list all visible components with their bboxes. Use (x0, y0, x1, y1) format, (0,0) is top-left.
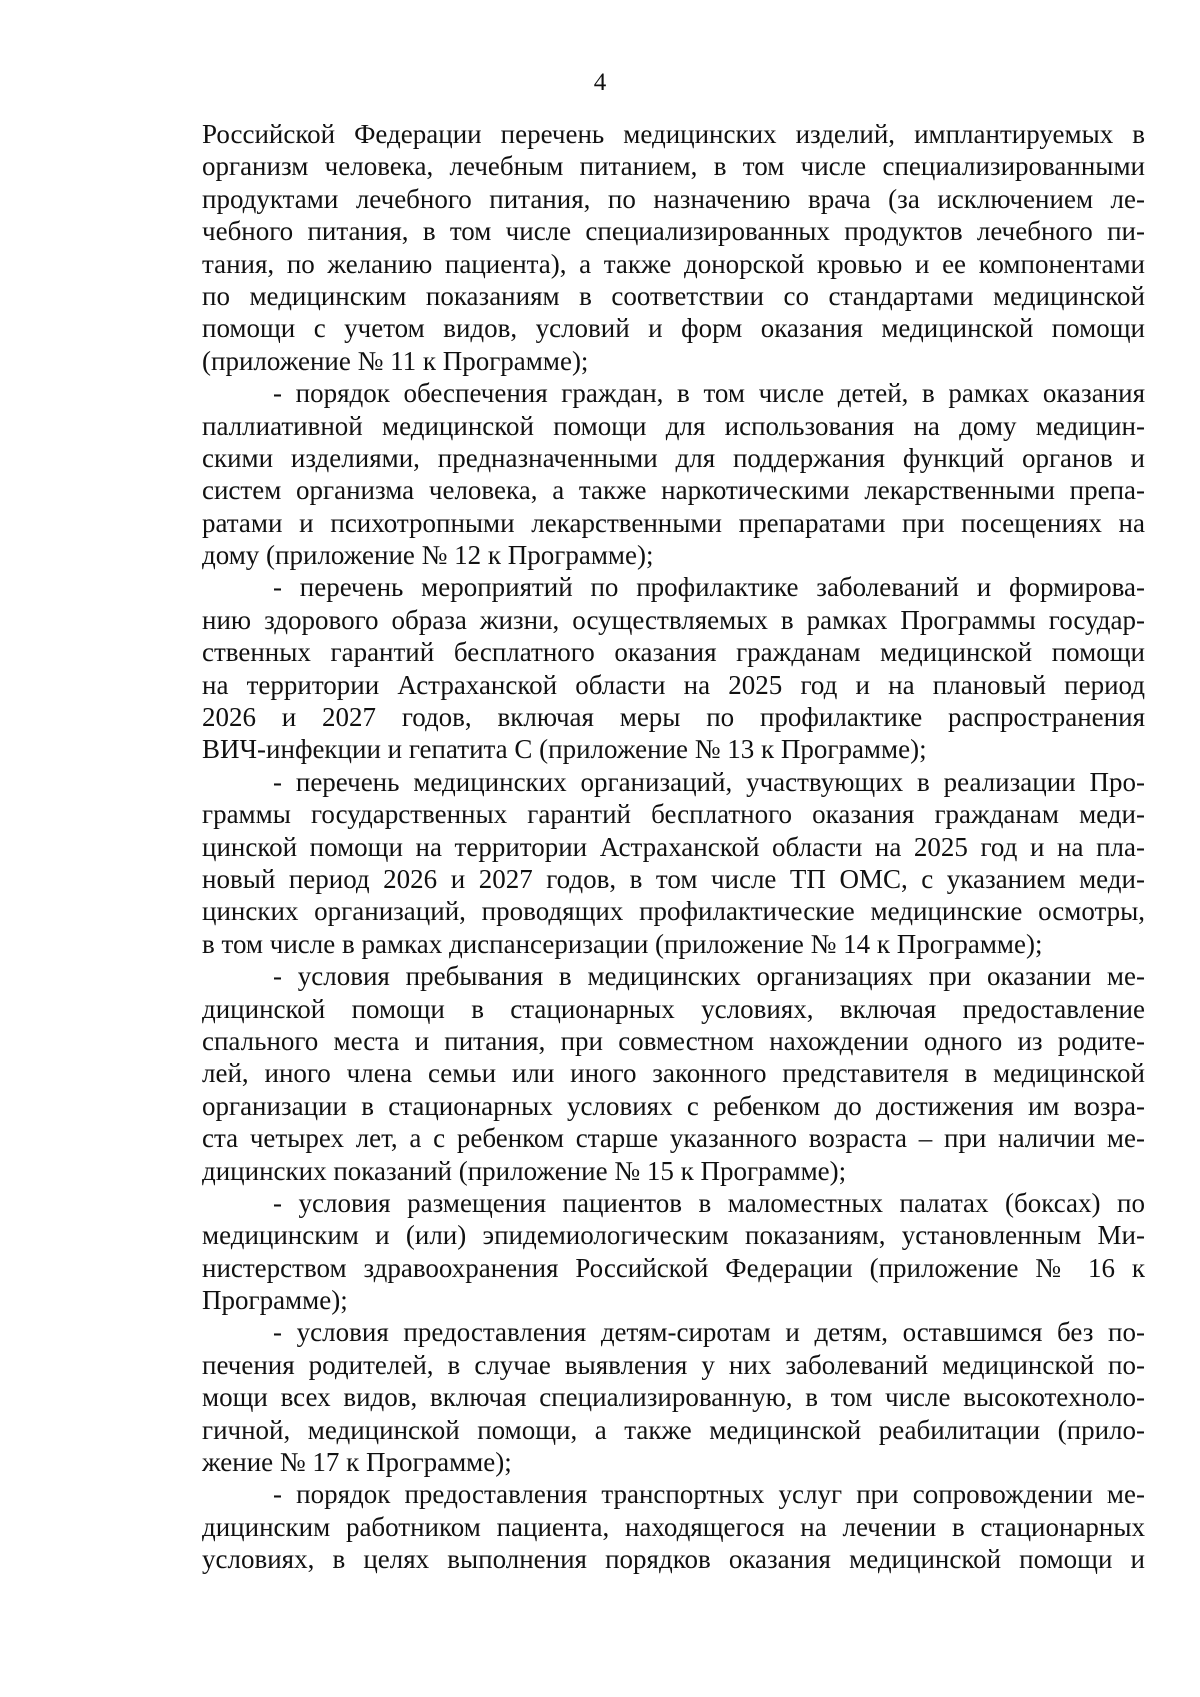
text-line: - условия предоставления детям-сиротам и детям, оставшимся без по- (273, 1317, 1145, 1348)
text-line: ВИЧ-инфекции и гепатита С (приложение № 13 к Программе); (202, 734, 927, 765)
paragraph-prevention (202, 571, 1145, 765)
text-line: ственных гарантий бесплатного оказания гражданам медицинской помощи (202, 637, 1145, 668)
text-line: граммы государственных гарантий бесплатного оказания гражданам меди- (202, 799, 1145, 830)
text-line: новый период 2026 и 2027 годов, в том числе ТП ОМС, с указанием меди- (202, 863, 1145, 894)
paragraph-orphans (202, 1316, 1145, 1478)
paragraph-implants (202, 118, 1145, 377)
text-line: нистерством здравоохранения Российской Федерации (приложение № 16 к (202, 1252, 1145, 1283)
text-line: чебного питания, в том числе специализированных продуктов лечебного пи- (202, 216, 1145, 247)
text-line: нию здорового образа жизни, осуществляемых в рамках Программы государ- (202, 604, 1145, 635)
text-line: - перечень мероприятий по профилактике заболеваний и формирова- (273, 572, 1145, 603)
paragraph-stay-conditions (202, 960, 1145, 1187)
text-line: - порядок предоставления транспортных услуг при сопровождении ме- (273, 1479, 1145, 1510)
text-line: организм человека, лечебным питанием, в том числе специализированными (202, 151, 1145, 182)
text-line: скими изделиями, предназначенными для поддержания функций органов и (202, 442, 1145, 473)
text-line: систем организма человека, а также наркотическими лекарственными препа- (202, 475, 1145, 506)
text-line: дицинских показаний (приложение № 15 к Программе); (202, 1155, 847, 1186)
text-line: Программе); (202, 1285, 348, 1316)
paragraph-transport (202, 1478, 1145, 1575)
text-line: продуктами лечебного питания, по назначению врача (за исключением ле- (202, 183, 1145, 214)
text-line: - условия размещения пациентов в маломестных палатах (боксах) по (273, 1187, 1145, 1218)
text-line: организации в стационарных условиях с ребенком до достижения им возра- (202, 1090, 1145, 1121)
text-line: медицинским и (или) эпидемиологическим показаниям, установленным Ми- (202, 1220, 1145, 1251)
document-body (202, 118, 1145, 1576)
text-line: на территории Астраханской области на 2025 год и на плановый период (202, 669, 1145, 700)
text-line: 2026 и 2027 годов, включая меры по профилактике распространения (202, 702, 1145, 733)
text-line: цинской помощи на территории Астраханской области на 2025 год и на пла- (202, 831, 1145, 862)
paragraph-organizations (202, 766, 1145, 960)
text-line: лей, иного члена семьи или иного законного представителя в медицинской (202, 1058, 1145, 1089)
text-line: спального места и питания, при совместном нахождении одного из родите- (202, 1025, 1145, 1056)
text-line: - условия пребывания в медицинских организациях при оказании ме- (273, 961, 1145, 992)
text-line: гичной, медицинской помощи, а также медицинской реабилитации (прило- (202, 1414, 1145, 1445)
text-line: жение № 17 к Программе); (202, 1447, 512, 1478)
text-line: ста четырех лет, а с ребенком старше указанного возраста – при наличии ме- (202, 1123, 1145, 1154)
paragraph-palliative-care (202, 377, 1145, 571)
text-line: в том числе в рамках диспансеризации (приложение № 14 к Программе); (202, 928, 1043, 959)
text-line: условиях, в целях выполнения порядков оказания медицинской помощи и (202, 1544, 1145, 1575)
text-line: мощи всех видов, включая специализированную, в том числе высокотехноло- (202, 1382, 1145, 1413)
text-line: по медицинским показаниям в соответствии со стандартами медицинской (202, 280, 1145, 311)
text-line: помощи с учетом видов, условий и форм оказания медицинской помощи (202, 313, 1145, 344)
text-line: паллиативной медицинской помощи для использования на дому медицин- (202, 410, 1145, 441)
text-line: тания, по желанию пациента), а также донорской кровью и ее компонентами (202, 248, 1145, 279)
page-number: 4 (593, 69, 607, 96)
text-line: цинских организаций, проводящих профилактические медицинские осмотры, (202, 896, 1145, 927)
text-line: печения родителей, в случае выявления у них заболеваний медицинской по- (202, 1349, 1145, 1380)
text-line: дицинским работником пациента, находящегося на лечении в стационарных (202, 1511, 1145, 1542)
text-line: (приложение № 11 к Программе); (202, 345, 589, 376)
text-line: - порядок обеспечения граждан, в том числе детей, в рамках оказания (273, 378, 1145, 409)
text-line: дому (приложение № 12 к Программе); (202, 540, 654, 571)
text-line: Российской Федерации перечень медицинских изделий, имплантируемых в (202, 119, 1145, 149)
paragraph-small-wards (202, 1187, 1145, 1317)
text-line: дицинской помощи в стационарных условиях, включая предоставление (202, 993, 1145, 1024)
text-line: - перечень медицинских организаций, участвующих в реализации Про- (273, 766, 1145, 797)
text-line: ратами и психотропными лекарственными препаратами при посещениях на (202, 507, 1145, 538)
